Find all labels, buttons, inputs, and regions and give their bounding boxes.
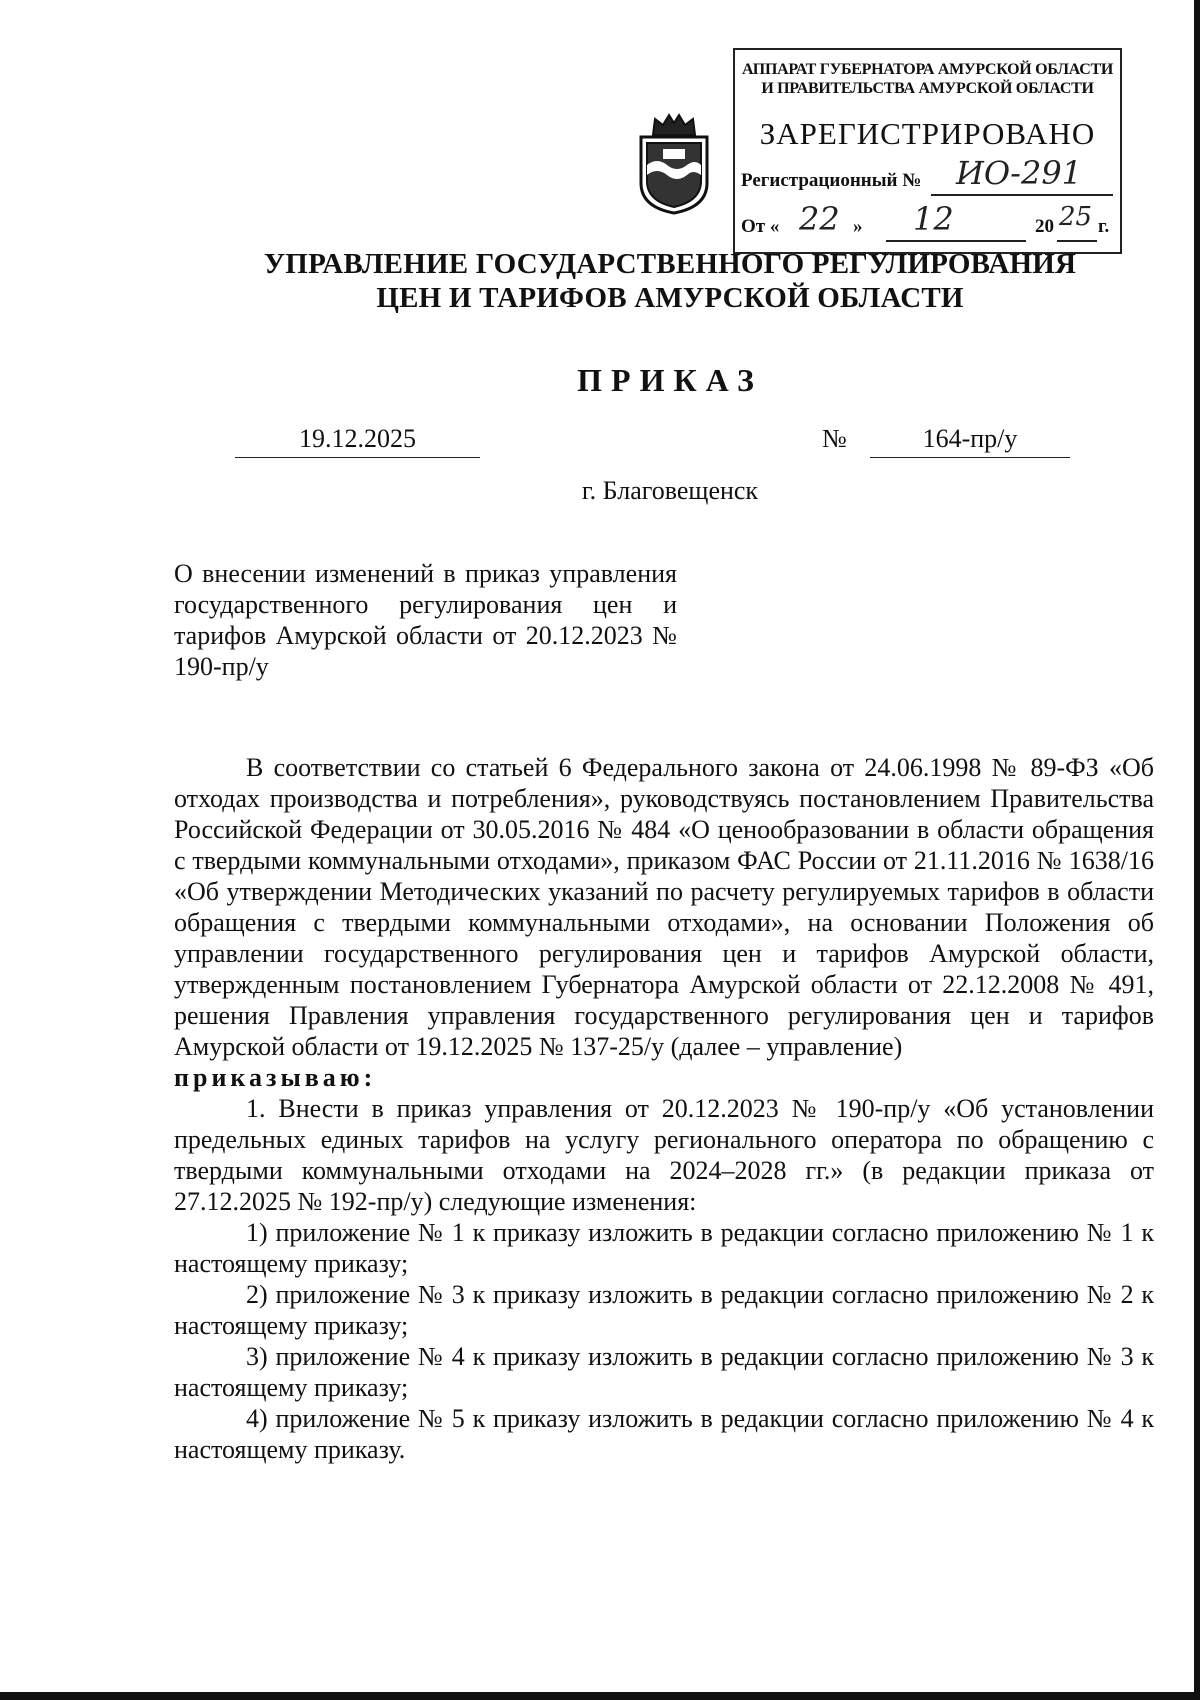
agency-line2: ЦЕН И ТАРИФОВ АМУРСКОЙ ОБЛАСТИ xyxy=(376,282,964,314)
stamp-reg-number-row xyxy=(741,154,1116,192)
stamp-org-line2: И ПРАВИТЕЛЬСТВА АМУРСКОЙ ОБЛАСТИ xyxy=(761,80,1094,97)
clause-1: 1. Внести в приказ управления от 20.12.2023 № 190-пр/у «Об установлении предельных единых тарифов на услугу регионального оператора по обращению с твердыми коммунальными отходами на 2024–2028 гг.» (в редакции приказа от 27.12.2025 № 192-пр/у) следующие изменения: xyxy=(174,1094,1154,1216)
document-number: 164-пр/у xyxy=(870,424,1070,458)
document-number-label: № xyxy=(822,424,847,453)
stamp-quote-close: » xyxy=(853,216,863,237)
amur-region-coat-of-arms-icon xyxy=(633,113,715,215)
document-subject: О внесении изменений в приказ управления государственного регулирования цен и тарифов Амурской области от 20.12.2023 № 190-пр/у xyxy=(174,559,677,681)
registration-stamp xyxy=(733,48,1122,254)
agency-line1: УПРАВЛЕНИЕ ГОСУДАРСТВЕННОГО РЕГУЛИРОВАНИЯ xyxy=(263,248,1077,280)
preamble-paragraph: В соответствии со статьей 6 Федерального закона от 24.06.1998 № 89-ФЗ «Об отходах производства и потребления», руководствуясь постановлением Правительства Российской Федерации от 30.05.2016 № 484 «О ценообразовании в области обращения с твердыми коммунальными отходами», приказом ФАС России от 21.11.2016 № 1638/16 «Об утверждении Методических указаний по расчету регулируемых тарифов в области обращения с твердыми коммунальными отходами», на основании Положения об управлении государственного регулирования цен и тарифов Амурской области, утвержденным постановлением Губернатора Амурской области от 22.12.2008 № 491, решения Правления управления государственного регулирования цен и тарифов Амурской области от 19.12.2025 № 137-25/у (далее – управление) xyxy=(174,753,1154,1061)
stamp-month: 12 xyxy=(913,200,954,238)
stamp-year-prefix: 20 xyxy=(1035,216,1054,237)
stamp-year-suffix: 25 xyxy=(1059,202,1093,232)
stamp-registered-title: ЗАРЕГИСТРИРОВАНО xyxy=(759,116,1096,151)
clause-item-2: 2) приложение № 3 к приказу изложить в редакции согласно приложению № 2 к настоящему приказу; xyxy=(174,1280,1154,1340)
document-type: ПРИКАЗ xyxy=(577,362,763,398)
stamp-year-underline xyxy=(1057,240,1097,242)
stamp-month-underline xyxy=(886,240,1026,242)
clause-item-1: 1) приложение № 1 к приказу изложить в редакции согласно приложению № 1 к настоящему приказу; xyxy=(174,1218,1154,1278)
agency-name xyxy=(0,247,1200,315)
stamp-date-row xyxy=(741,200,1116,238)
document-body xyxy=(174,752,1154,1465)
stamp-year-unit: г. xyxy=(1098,216,1110,237)
scan-edge-bottom xyxy=(0,1692,1200,1700)
stamp-org-line1: АППАРАТ ГУБЕРНАТОРА АМУРСКОЙ ОБЛАСТИ xyxy=(741,61,1114,78)
stamp-reg-label: Регистрационный № xyxy=(741,170,922,191)
stamp-from-label: От « xyxy=(741,216,780,237)
order-word: приказываю: xyxy=(174,1063,377,1092)
stamp-organization xyxy=(735,60,1120,98)
document-date: 19.12.2025 xyxy=(235,424,480,458)
clause-item-4: 4) приложение № 5 к приказу изложить в редакции согласно приложению № 4 к настоящему приказу. xyxy=(174,1404,1154,1464)
stamp-reg-number: ИО-291 xyxy=(956,154,1083,192)
stamp-reg-underline xyxy=(931,194,1113,196)
city: г. Благовещенск xyxy=(581,476,759,505)
stamp-day: 22 xyxy=(799,200,840,238)
clause-item-3: 3) приложение № 4 к приказу изложить в редакции согласно приложению № 3 к настоящему приказу; xyxy=(174,1342,1154,1402)
